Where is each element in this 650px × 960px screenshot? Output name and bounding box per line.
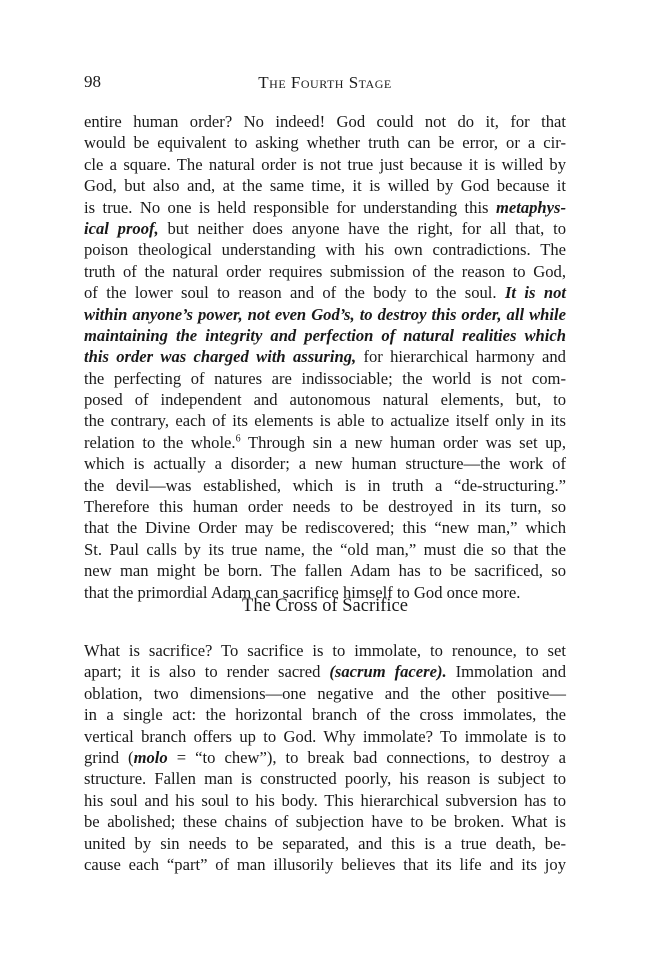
- text-line: [84, 346, 566, 367]
- emphasis-text: maintaining the integrity and perfection of natural realities which: [84, 325, 566, 345]
- emphasis-text: It is not: [504, 283, 566, 303]
- line-text: united by sin needs to be separated, and this is a true death, be-: [84, 833, 566, 853]
- text-line: [84, 661, 566, 682]
- line-text: relation to the whole.: [84, 432, 236, 452]
- line-text: but neither does anyone have the right, for all that, to: [158, 218, 566, 238]
- text-line: [84, 154, 566, 175]
- text-line: [84, 747, 566, 768]
- text-line: [84, 539, 566, 560]
- line-text: be abolished; these chains of subjection have to be broken. What is: [84, 812, 566, 832]
- text-line: [84, 640, 566, 661]
- emphasis-text: molo: [133, 747, 168, 767]
- page-number: 98: [84, 72, 101, 91]
- line-text: that the Divine Order may be rediscovered; this “new man,” which: [84, 518, 566, 538]
- text-line: [84, 410, 566, 431]
- text-line: [84, 282, 566, 303]
- line-text: his soul and his soul to his body. This hierarchical subversion has to: [84, 790, 566, 810]
- line-text: structure. Fallen man is constructed poorly, his reason is subject to: [84, 769, 566, 789]
- line-text: the perfecting of natures are indissociable; the world is not com-: [84, 368, 566, 388]
- line-text: vertical branch offers up to God. Why immolate? To immolate is to: [84, 726, 566, 746]
- line-text: entire human order? No indeed! God could not do it, for that: [84, 112, 566, 131]
- text-line: [84, 389, 566, 410]
- line-text: St. Paul calls by its true name, the “old man,” must die so that the: [84, 539, 566, 559]
- text-line: [84, 197, 566, 218]
- emphasis-text: this order was charged with assuring,: [84, 347, 357, 367]
- text-line: [84, 239, 566, 260]
- emphasis-text: ical proof,: [84, 218, 159, 238]
- text-line: [84, 496, 566, 517]
- text-line: [84, 726, 566, 747]
- line-text: would be equivalent to asking whether truth can be error, or a cir-: [84, 133, 566, 153]
- text-line: [84, 517, 566, 538]
- line-text: that the primordial Adam can sacrifice himself to God once more.: [84, 582, 521, 602]
- text-line: [84, 854, 566, 875]
- text-line: [84, 683, 566, 704]
- line-text: oblation, two dimensions—one negative and the other positive—: [84, 683, 566, 703]
- text-line: [84, 790, 566, 811]
- emphasis-text: within anyone’s power, not even God’s, to destroy this order, all while: [84, 304, 566, 324]
- text-line: [84, 132, 566, 153]
- text-line: [84, 368, 566, 389]
- line-text: = “to chew”), to break bad connections, to destroy a: [167, 747, 566, 767]
- line-text: in a single act: the horizontal branch of the cross immolates, the: [84, 705, 566, 725]
- text-line: [84, 218, 566, 239]
- line-text: is true. No one is held responsible for understanding this: [84, 197, 496, 217]
- line-text: cause each “part” of man illusorily believes that its life and its joy: [84, 854, 566, 874]
- text-line: [84, 304, 566, 325]
- running-head: The Fourth Stage: [258, 73, 392, 92]
- text-line: [84, 560, 566, 581]
- line-text: grind (: [84, 747, 134, 767]
- line-text: the devil—was established, which is in truth a “de-structuring.”: [84, 475, 566, 495]
- line-text: Through sin a new human order was set up,: [240, 432, 566, 452]
- line-text: What is sacrifice? To sacrifice is to immolate, to renounce, to set: [84, 641, 566, 660]
- line-text: of the lower soul to reason and of the body to the soul.: [84, 283, 505, 303]
- page-header: [84, 72, 566, 94]
- text-line: [84, 453, 566, 474]
- line-text: the contrary, each of its elements is able to actualize itself only in its: [84, 411, 566, 431]
- line-text: for hierarchical harmony and: [356, 347, 566, 367]
- text-line: [84, 833, 566, 854]
- line-text: God, but also and, at the same time, it is willed by God because it: [84, 176, 566, 196]
- line-text: Immolation and: [446, 662, 566, 682]
- line-text: poison theological understanding with his own contradictions. The: [84, 240, 566, 260]
- line-text: Therefore this human order needs to be destroyed in its turn, so: [84, 497, 566, 517]
- text-line: [84, 768, 566, 789]
- text-line: [84, 175, 566, 196]
- line-text: apart; it is also to render sacred: [84, 662, 330, 682]
- paragraph-2: [84, 640, 566, 875]
- line-text: cle a square. The natural order is not true just because it is willed by: [84, 154, 566, 174]
- line-text: new man might be born. The fallen Adam has to be sacrificed, so: [84, 561, 566, 581]
- paragraph-1: [84, 111, 566, 603]
- line-text: which is actually a disorder; a new human structure—the work of: [84, 454, 566, 474]
- text-line: [84, 325, 566, 346]
- line-text: truth of the natural order requires submission of the reason to God,: [84, 261, 566, 281]
- text-line: [84, 811, 566, 832]
- emphasis-text: metaphys-: [495, 197, 566, 217]
- text-line: [84, 432, 566, 453]
- footnote-marker: 6: [235, 433, 241, 445]
- text-line: [84, 261, 566, 282]
- emphasis-text: (sacrum facere).: [329, 662, 447, 682]
- line-text: posed of independent and autonomous natural elements, but, to: [84, 390, 566, 410]
- text-line: [84, 475, 566, 496]
- section-heading: The Cross of Sacrifice: [242, 596, 408, 616]
- text-line: [84, 111, 566, 132]
- text-line: [84, 704, 566, 725]
